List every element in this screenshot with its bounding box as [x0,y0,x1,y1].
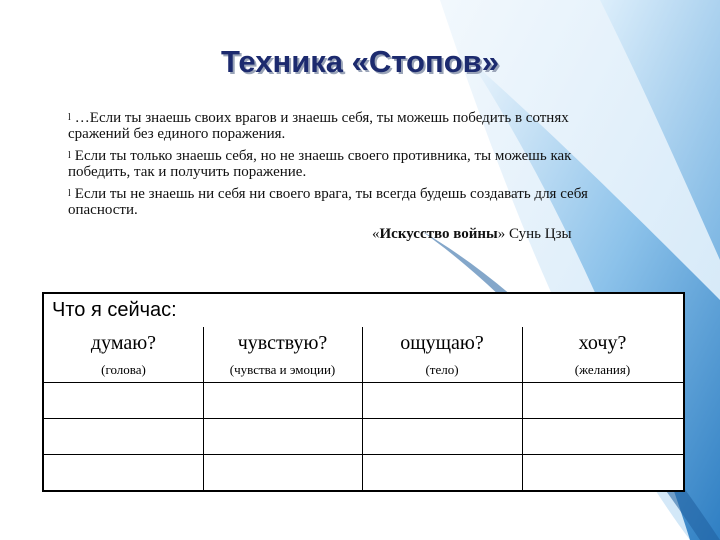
column-header-feel: чувствую? [237,332,328,354]
table-row-divider [44,454,683,455]
column-header-think: думаю? [90,332,157,354]
stops-table [42,292,685,492]
table-header: Что я сейчас: [52,299,177,321]
quote-text: Если ты не знаешь ни себя ни своего врага, ты всегда будешь создавать для себя опасности. [68,186,588,218]
column-subheader-think: (голова) [101,362,146,377]
column-subheader-sense: (тело) [425,362,459,377]
table-row-divider [44,418,683,419]
quote-paragraph [68,110,628,142]
attribution-author: » Сунь Цзы [497,226,572,242]
quote-paragraph [68,148,628,180]
table-row-divider [44,382,683,383]
column-header-sense: ощущаю? [400,332,484,354]
bullet-icon: l [68,188,71,199]
quote-text: …Если ты знаешь своих врагов и знаешь себя, ты можешь победить в сотнях сражений без единого поражения. [68,110,569,142]
column-subheader-feel: (чувства и эмоции) [229,362,336,377]
quote-attribution [372,226,572,243]
slide-title: Техника «Стопов» [221,44,499,79]
quote-text: Если ты только знаешь себя, но не знаешь своего противника, ты можешь как победить, так и получить поражение. [68,148,572,180]
attribution-book-title: Искусство войны [379,226,498,242]
bullet-icon: l [68,112,71,123]
quote-block [68,110,628,224]
attribution-open-quote: « [372,226,380,242]
quote-paragraph [68,186,628,218]
column-subheader-want: (желания) [574,362,631,377]
column-header-want: хочу? [578,332,627,354]
bullet-icon: l [68,150,71,161]
